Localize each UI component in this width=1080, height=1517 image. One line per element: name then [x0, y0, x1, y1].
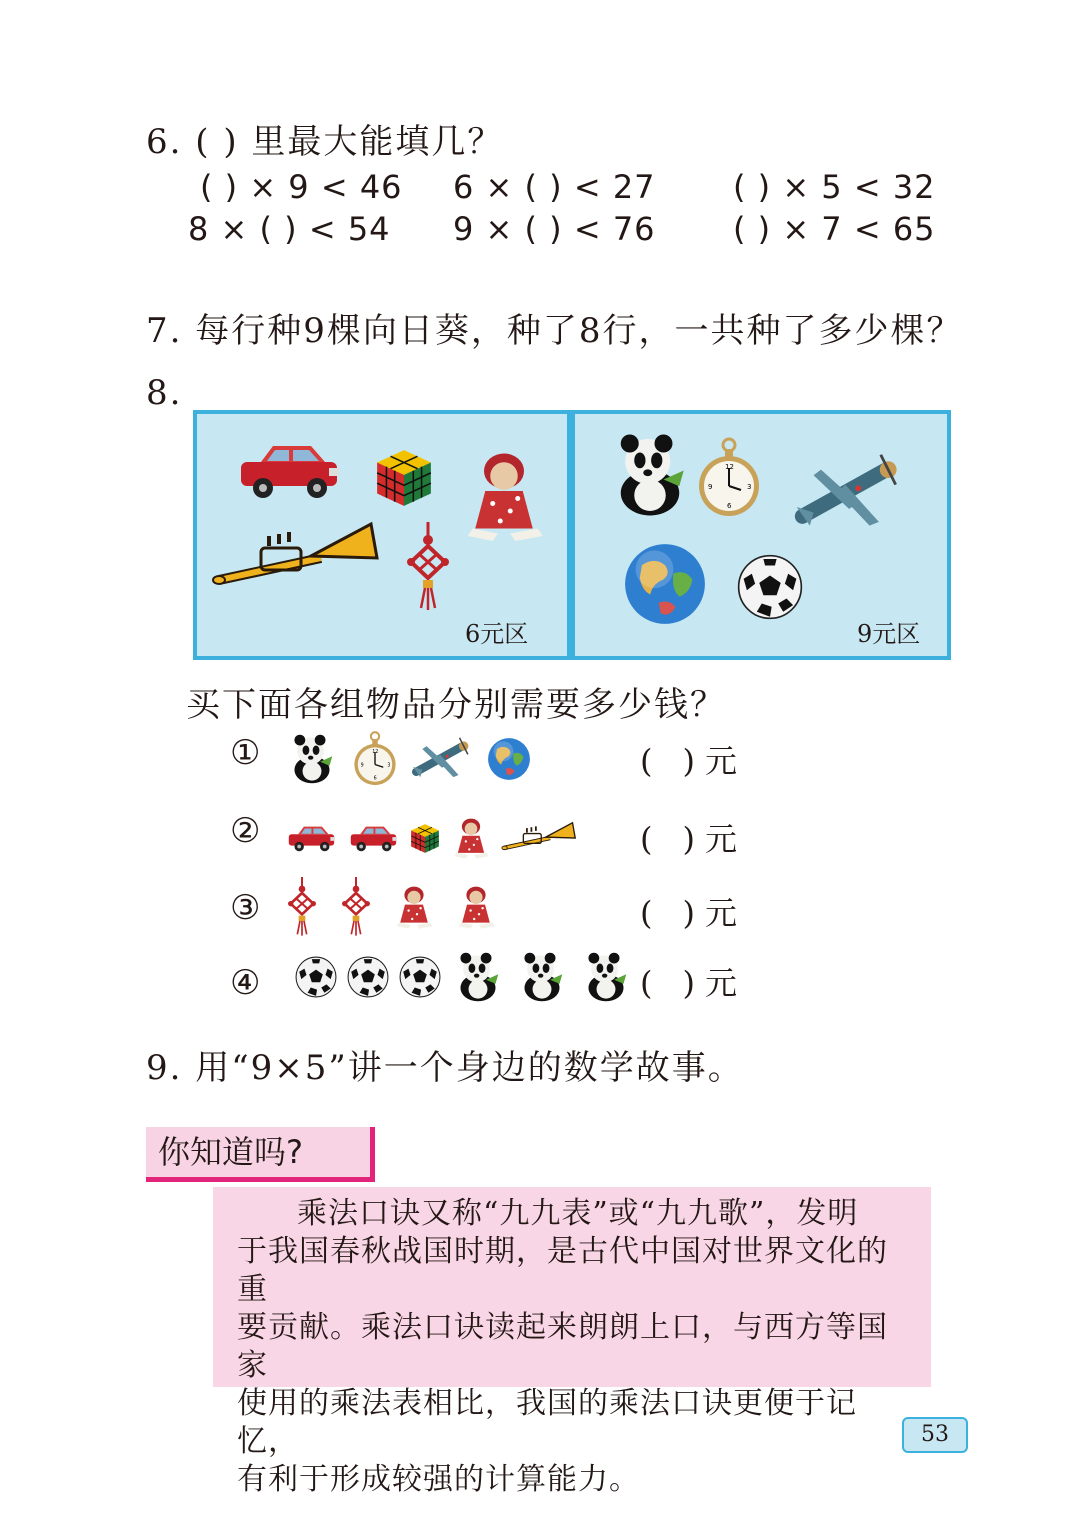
panda-icon: [579, 948, 633, 1006]
paren-close: ): [682, 820, 695, 858]
question-8-prompt: 买下面各组物品分别需要多少钱？: [186, 685, 726, 725]
panda-icon: [451, 948, 505, 1006]
zone-9-label: 9元区: [857, 620, 921, 648]
did-you-know-line-5: 有利于形成较强的计算能力。: [237, 1462, 640, 1497]
unit: 元: [704, 820, 737, 858]
row-4-answer: [640, 958, 737, 1004]
doll-icon: [393, 883, 435, 931]
q6-expr-3: ( ) × 5 < 32: [733, 168, 936, 206]
paren-open: (: [640, 964, 653, 1002]
globe-icon: [487, 737, 531, 781]
paren-close: ): [682, 894, 695, 932]
paren-close: ): [682, 964, 695, 1002]
question-6-title: 6. ( ) 里最大能填几？: [146, 122, 504, 162]
q6-expr-1: ( ) × 9 < 46: [200, 168, 403, 206]
doll-icon: [455, 883, 497, 931]
toy-car-icon: [285, 823, 337, 853]
row-4-items: [295, 946, 633, 1008]
paren-close: ): [682, 742, 695, 780]
row-2-number: ②: [230, 811, 261, 851]
soccer-ball-icon: [295, 956, 337, 998]
did-you-know-line-3: 要贡献。乘法口诀读起来朗朗上口，与西方等国家: [237, 1310, 888, 1383]
pocket-watch-icon: [353, 728, 397, 790]
doll-icon: [459, 446, 549, 546]
toy-car-icon: [347, 823, 399, 853]
row-3-answer: [640, 888, 737, 934]
chinese-knot-icon: [339, 877, 373, 937]
row-2-answer: [640, 814, 737, 860]
row-3-number: ③: [230, 888, 261, 928]
trumpet-icon: [211, 518, 381, 598]
question-9: 9. 用“9×5”讲一个身边的数学故事。: [146, 1048, 744, 1088]
chinese-knot-icon: [285, 877, 319, 937]
did-you-know-line-4: 使用的乘法表相比，我国的乘法口诀更便于记忆，: [237, 1386, 857, 1459]
zone-6-label: 6元区: [465, 620, 529, 648]
panda-icon: [285, 729, 339, 789]
pocket-watch-icon: [697, 430, 761, 526]
trumpet-icon: [501, 819, 577, 857]
toy-car-icon: [233, 440, 343, 500]
q6-expr-5: 9 × ( ) < 76: [453, 210, 656, 248]
paren-open: (: [640, 894, 653, 932]
soccer-ball-icon: [737, 554, 803, 620]
unit: 元: [704, 894, 737, 932]
toy-plane-icon: [411, 734, 473, 784]
row-4-number: ④: [230, 963, 261, 1003]
row-2-items: [285, 812, 577, 864]
doll-icon: [451, 814, 491, 862]
did-you-know-title: 你知道吗?: [146, 1127, 375, 1182]
paren-open: (: [640, 742, 653, 780]
unit: 元: [704, 742, 737, 780]
paren-open: (: [640, 820, 653, 858]
rubik-cube-icon: [409, 822, 441, 854]
panda-icon: [605, 430, 695, 520]
row-1-number: ①: [230, 733, 261, 773]
did-you-know-line-1: 乘法口诀又称“九九表”或“九九歌”，发明: [297, 1196, 859, 1231]
zone-9-yuan-panel: [571, 410, 951, 660]
did-you-know-box: [213, 1187, 931, 1497]
row-1-items: [285, 726, 531, 792]
page-number: 53: [902, 1417, 968, 1453]
q6-expr-6: ( ) × 7 < 65: [733, 210, 936, 248]
chinese-knot-icon: [403, 522, 453, 612]
unit: 元: [704, 964, 737, 1002]
toy-plane-icon: [793, 448, 905, 538]
q6-expr-4: 8 × ( ) < 54: [188, 210, 391, 248]
rubik-cube-icon: [373, 446, 435, 508]
soccer-ball-icon: [399, 956, 441, 998]
question-7: 7. 每行种9棵向日葵，种了8行，一共种了多少棵？: [146, 311, 963, 351]
q6-expr-2: 6 × ( ) < 27: [453, 168, 656, 206]
globe-icon: [623, 542, 707, 626]
row-1-answer: [640, 736, 737, 782]
soccer-ball-icon: [347, 956, 389, 998]
row-3-items: [285, 876, 497, 938]
panda-icon: [515, 948, 569, 1006]
did-you-know-line-2: 于我国春秋战国时期，是古代中国对世界文化的重: [237, 1234, 888, 1307]
zone-6-yuan-panel: [193, 410, 571, 660]
question-8-number: 8.: [146, 373, 183, 413]
